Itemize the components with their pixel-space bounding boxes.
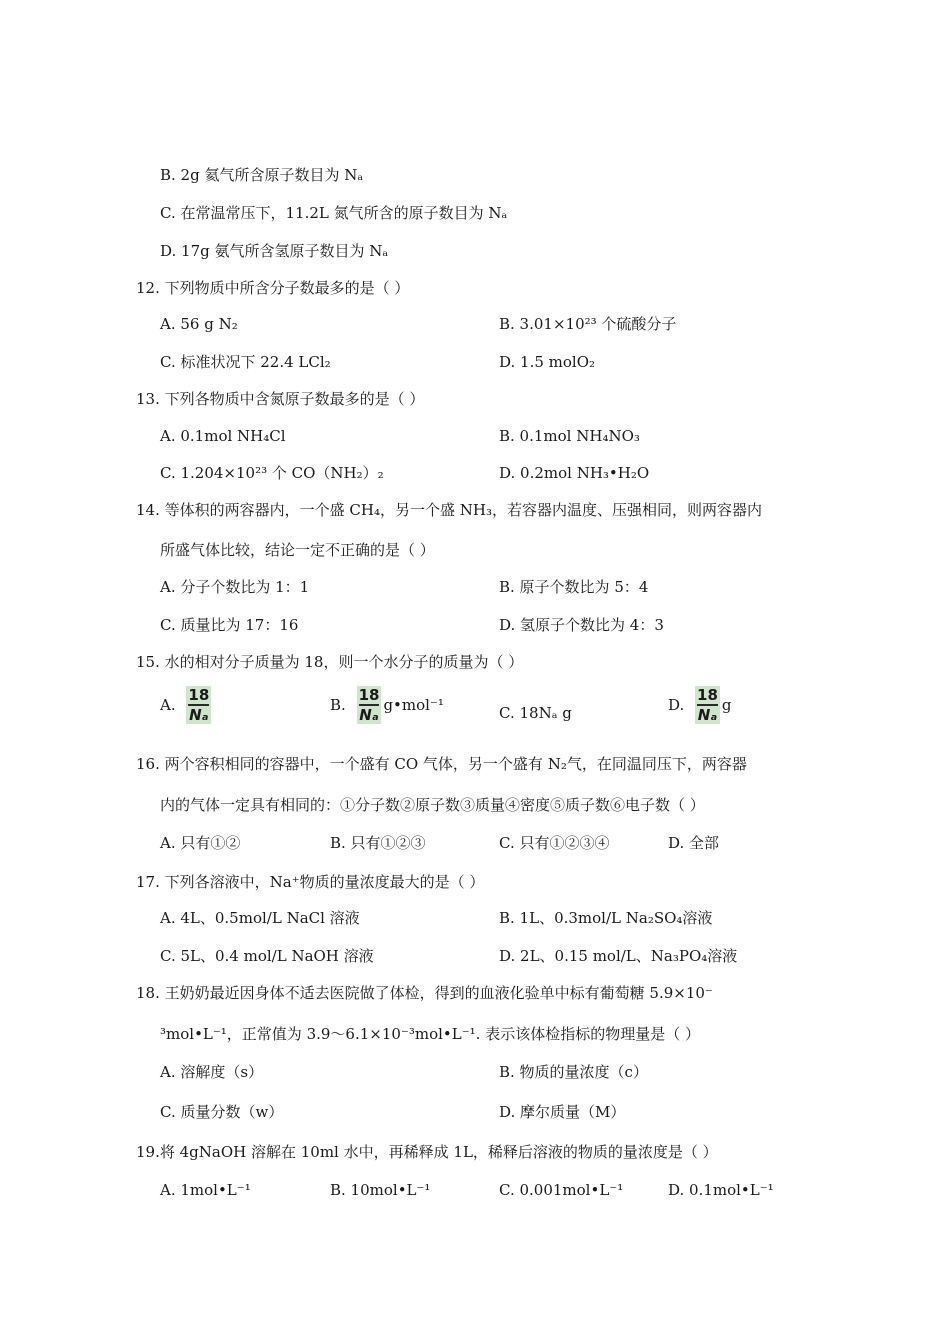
q14-stem-line2: 所盛气体比较，结论一定不正确的是（ ） — [160, 541, 435, 559]
q11-option-c: C. 在常温常压下，11.2L 氮气所含的原子数目为 Nₐ — [160, 204, 508, 222]
q14-option-c: C. 质量比为 17：16 — [160, 616, 299, 634]
q14-stem-line1: 14. 等体积的两容器内，一个盛 CH₄，另一个盛 NH₃，若容器内温度、压强相同，则两容器内 — [136, 501, 762, 519]
q19-option-b: B. 10mol•L⁻¹ — [330, 1181, 431, 1199]
q15-option-d-label: D. — [668, 696, 685, 714]
q13-option-b: B. 0.1mol NH₄NO₃ — [499, 427, 640, 445]
q13-stem: 13. 下列各物质中含氮原子数最多的是（ ） — [136, 390, 425, 408]
fraction-numerator: 18 — [697, 686, 718, 704]
q15-option-c: C. 18Nₐ g — [499, 704, 572, 722]
q16-option-d: D. 全部 — [668, 834, 720, 852]
q13-option-a: A. 0.1mol NH₄Cl — [160, 427, 286, 445]
q15-option-b-label: B. — [330, 696, 346, 714]
q15-option-b-unit: g•mol⁻¹ — [383, 696, 444, 714]
q17-option-b: B. 1L、0.3mol/L Na₂SO₄溶液 — [499, 909, 713, 927]
q19-stem: 19.将 4gNaOH 溶解在 10ml 水中，再稀释成 1L，稀释后溶液的物质的量浓度是（ ） — [136, 1143, 718, 1161]
q14-option-d: D. 氢原子个数比为 4：3 — [499, 616, 664, 634]
q15-option-d — [668, 686, 732, 724]
fraction-numerator: 18 — [358, 686, 380, 704]
q11-option-d: D. 17g 氨气所含氢原子数目为 Nₐ — [160, 242, 389, 260]
q16-stem-line2: 内的气体一定具有相同的：①分子数②原子数③质量④密度⑤质子数⑥电子数（ ） — [160, 796, 705, 814]
fraction-image — [357, 686, 382, 724]
q12-option-b: B. 3.01×10²³ 个硫酸分子 — [499, 315, 677, 333]
q17-option-d: D. 2L、0.15 mol/L、Na₃PO₄溶液 — [499, 947, 738, 965]
q18-stem-line1: 18. 王奶奶最近因身体不适去医院做了体检，得到的血液化验单中标有葡萄糖 5.9×10⁻ — [136, 984, 713, 1002]
q16-option-a: A. 只有①② — [160, 834, 241, 852]
q16-stem-line1: 16. 两个容积相同的容器中，一个盛有 CO 气体，另一个盛有 N₂气，在同温同压下，两容器 — [136, 755, 747, 773]
q19-option-c: C. 0.001mol•L⁻¹ — [499, 1181, 624, 1199]
q18-option-b: B. 物质的量浓度（c） — [499, 1063, 648, 1081]
q18-option-c: C. 质量分数（w） — [160, 1103, 284, 1121]
fraction-image — [695, 686, 720, 724]
q18-stem-line2: ³mol•L⁻¹，正常值为 3.9～6.1×10⁻³mol•L⁻¹. 表示该体检指标的物理量是（ ） — [160, 1025, 700, 1043]
q12-option-a: A. 56 g N₂ — [160, 315, 238, 333]
q15-option-a-label: A. — [160, 696, 176, 714]
fraction-numerator: 18 — [188, 686, 210, 704]
q18-option-a: A. 溶解度（s） — [160, 1063, 264, 1081]
fraction-denominator: Nₐ — [697, 706, 718, 724]
q11-option-b: B. 2g 氦气所含原子数目为 Nₐ — [160, 166, 364, 184]
q15-stem: 15. 水的相对分子质量为 18，则一个水分子的质量为（ ） — [136, 653, 524, 671]
q16-option-c: C. 只有①②③④ — [499, 834, 610, 852]
q12-stem: 12. 下列物质中所含分子数最多的是（ ） — [136, 279, 410, 297]
q15-option-b — [330, 686, 444, 724]
q14-option-a: A. 分子个数比为 1：1 — [160, 578, 310, 596]
q17-option-c: C. 5L、0.4 mol/L NaOH 溶液 — [160, 947, 374, 965]
q14-option-b: B. 原子个数比为 5：4 — [499, 578, 649, 596]
q17-stem: 17. 下列各溶液中，Na⁺物质的量浓度最大的是（ ） — [136, 873, 485, 891]
q12-option-c: C. 标准状况下 22.4 LCl₂ — [160, 353, 331, 371]
q19-option-d: D. 0.1mol•L⁻¹ — [668, 1181, 774, 1199]
q15-option-a — [160, 686, 211, 724]
fraction-image — [186, 686, 211, 724]
q13-option-d: D. 0.2mol NH₃•H₂O — [499, 464, 650, 482]
fraction-denominator: Nₐ — [189, 706, 209, 724]
q13-option-c: C. 1.204×10²³ 个 CO（NH₂）₂ — [160, 464, 384, 482]
q17-option-a: A. 4L、0.5mol/L NaCl 溶液 — [160, 909, 360, 927]
fraction-denominator: Nₐ — [359, 706, 379, 724]
q18-option-d: D. 摩尔质量（M） — [499, 1103, 626, 1121]
q19-option-a: A. 1mol•L⁻¹ — [160, 1181, 251, 1199]
q12-option-d: D. 1.5 molO₂ — [499, 353, 596, 371]
q16-option-b: B. 只有①②③ — [330, 834, 426, 852]
q15-option-d-unit: g — [721, 696, 732, 714]
